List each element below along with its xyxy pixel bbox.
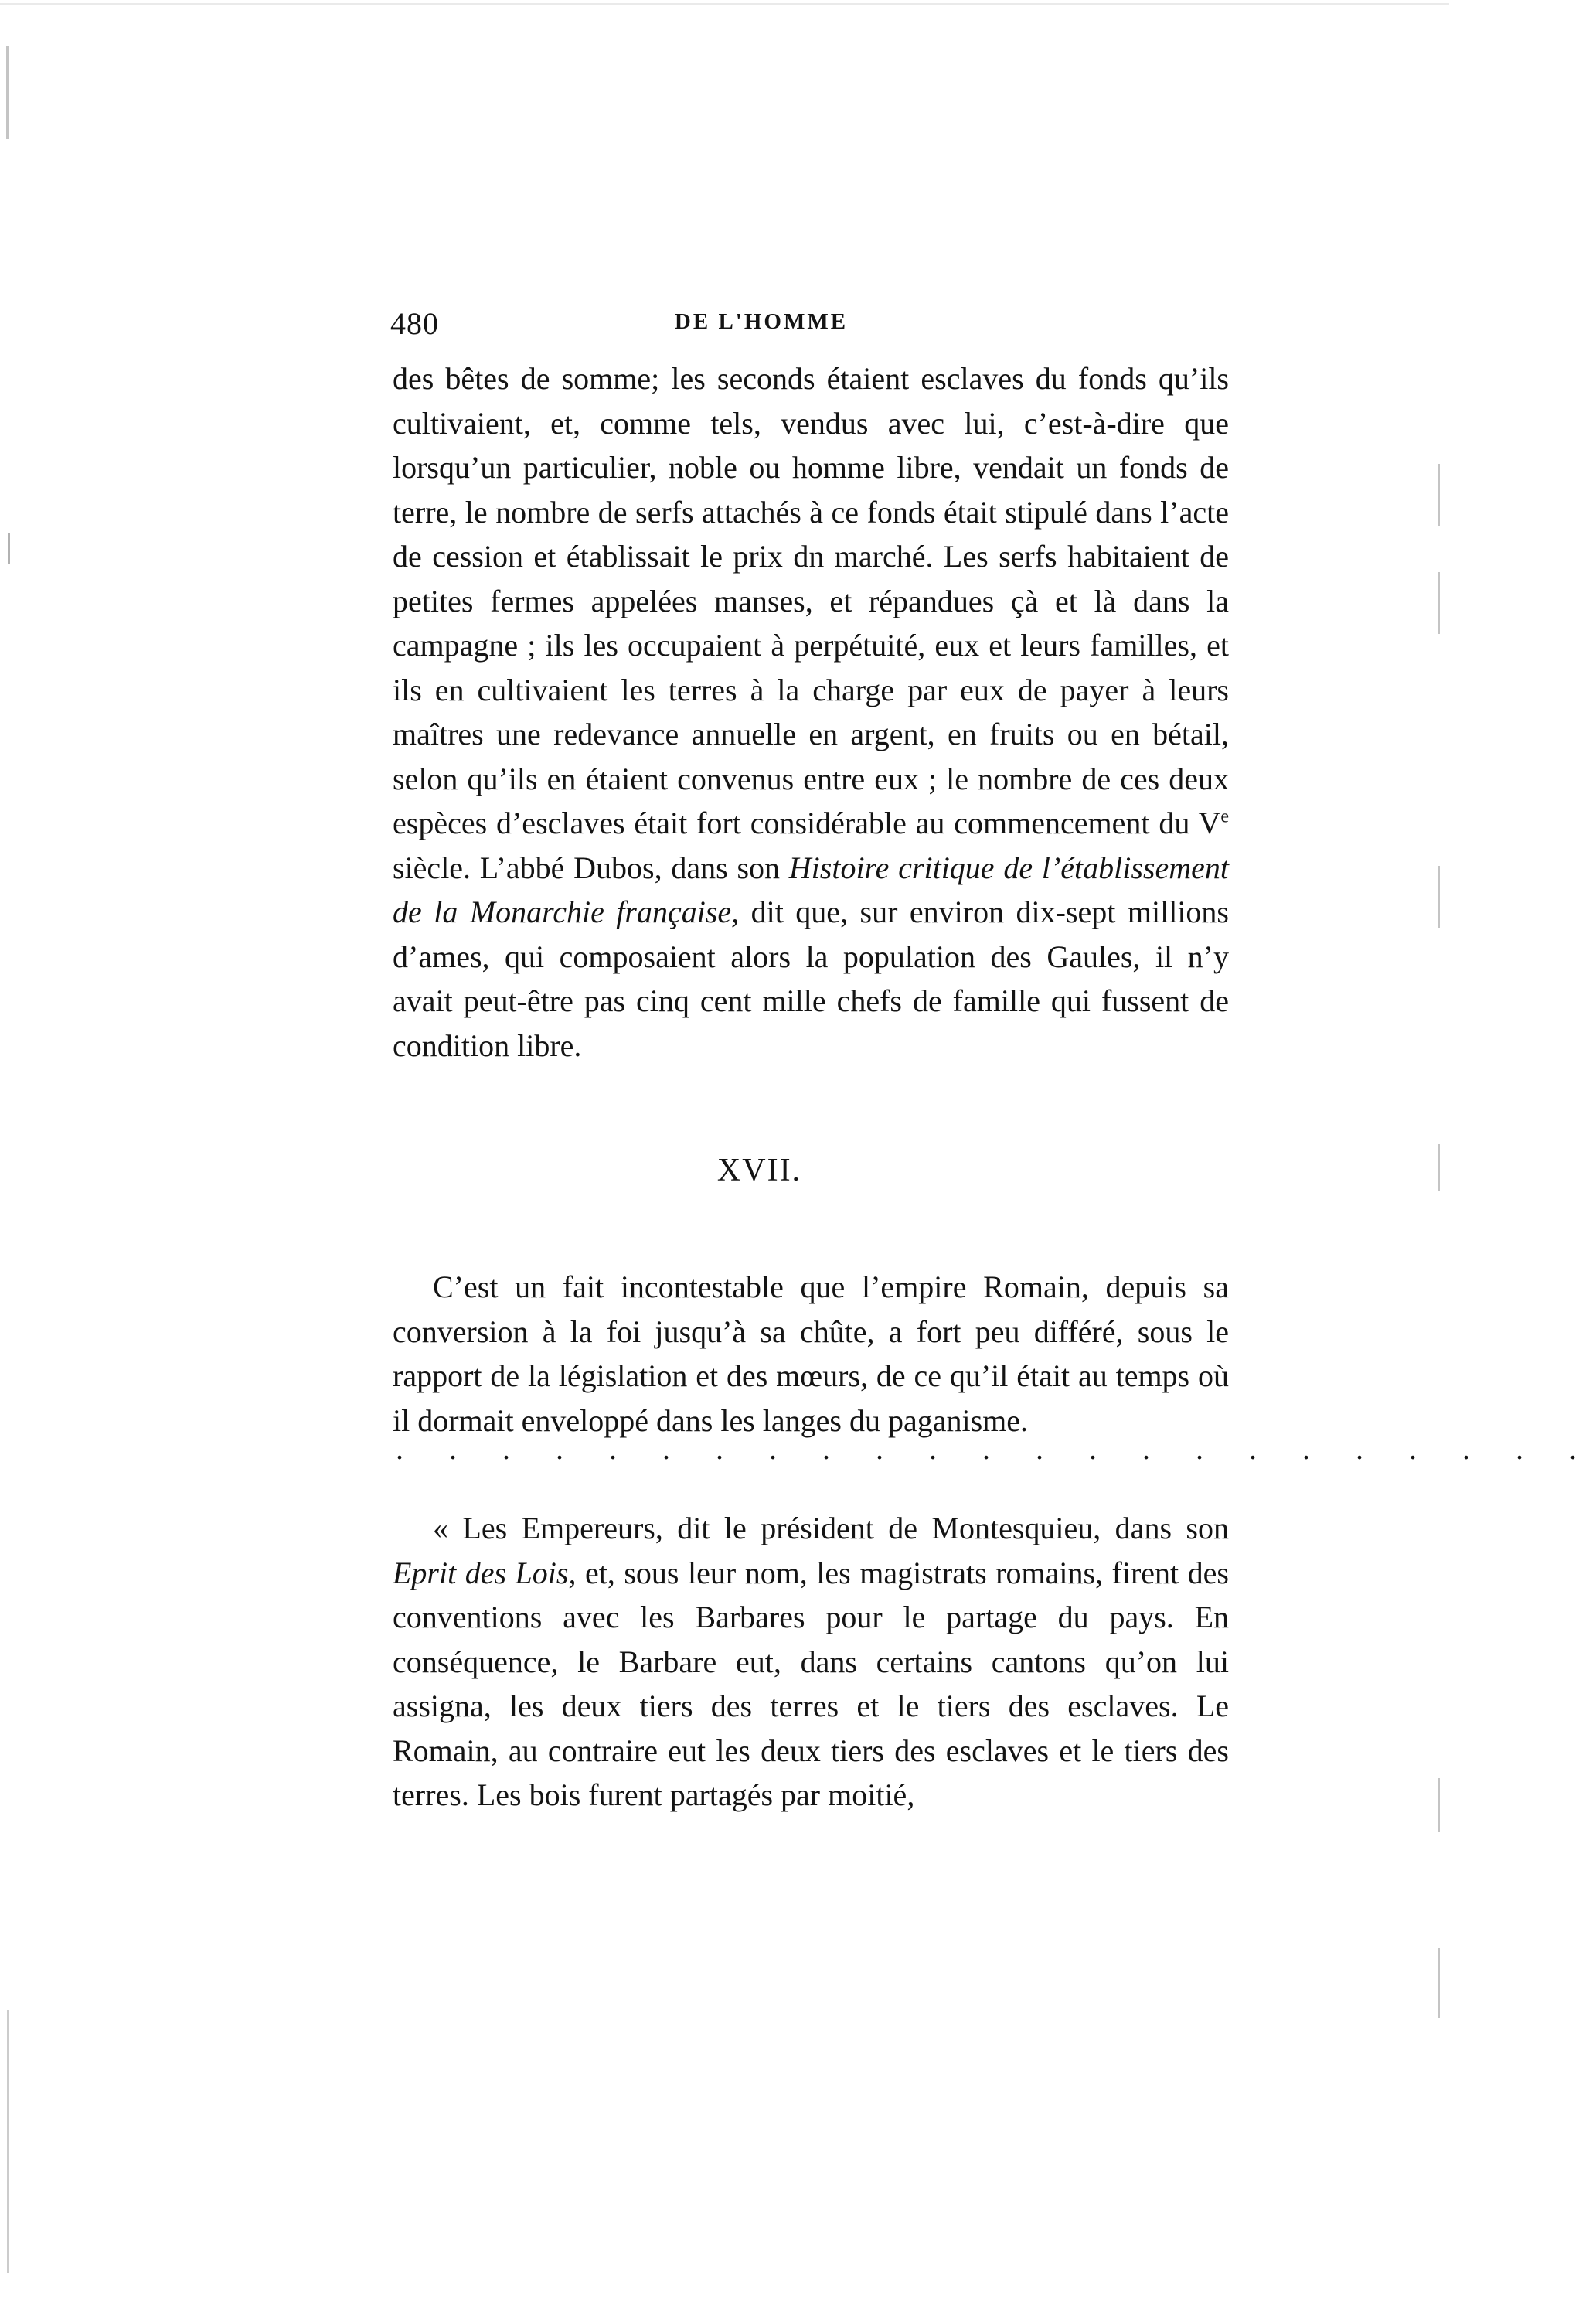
- scan-edge-mark: [1438, 1778, 1440, 1832]
- book-title-esprit-des-lois: Eprit des Lois,: [393, 1555, 577, 1590]
- book-title-histoire-critique: Histoire critique de l’établissement de la Monarchie française,: [393, 850, 1229, 929]
- paragraph-2: [393, 1265, 1229, 1443]
- paragraph-1-part-3: dit que, sur environ dix-sept millions d’ames, qui composaient alors la population des Gaules, il n’y avait peut-être pas cinq cent mille chefs de famille qui fussent de condition libre.: [393, 894, 1229, 1063]
- paragraph-1-text: [393, 356, 1229, 1068]
- scan-edge-mark: [1438, 866, 1440, 928]
- paragraph-1-part-1: des bêtes de somme; les seconds étaient esclaves du fonds qu’ils cultivaient, et, comme tels, vendus avec lui, c’est-à-dire que lorsqu’un particulier, noble ou homme libre, vendait un fonds de terre, le nombre de serfs attachés à ce fonds était stipulé dans l’acte de cession et établissait le prix dn marché. Les serfs habitaient de petites fermes appelées manses, et répandues çà et là dans la campagne ; ils les occupaient à perpétuité, eux et leurs familles, et ils en cultivaient les terres à la charge par eux de payer à leurs maîtres une redevance annuelle en argent, en fruits ou en bétail, selon qu’ils en étaient convenus entre eux ; le nombre de ces deux espèces d’esclaves était fort considérable au commencement du V: [393, 361, 1229, 840]
- page-number: 480: [390, 306, 439, 341]
- paragraph-3-part-2: et, sous leur nom, les magistrats romains, firent des conventions avec les Barbares pour le partage du pays. En conséquence, le Barbare eut, dans certains cantons qu’on lui assigna, les deux tiers des terres et le tiers des esclaves. Le Romain, au contraire eut les deux tiers des esclaves et le tiers des terres. Les bois furent partagés par moitié,: [393, 1555, 1229, 1812]
- paragraph-3-text: [393, 1506, 1229, 1818]
- paragraph-2-text: C’est un fait incontestable que l’empire Romain, depuis sa conversion à la foi jusqu’à sa chûte, a fort peu différé, sous le rapport de la législation et des mœurs, de ce qu’il était au temps où il dormait enveloppé dans les langes du paganisme.: [393, 1269, 1229, 1438]
- scan-edge-mark: [1438, 1948, 1440, 2018]
- ellipsis-row: . . . . . . . . . . . . . . . . . . . . . . .: [396, 1431, 1596, 1466]
- scan-edge-mark: [6, 46, 9, 139]
- paragraph-1-part-2: siècle. L’abbé Dubos, dans son: [393, 850, 789, 885]
- century-superscript: e: [1220, 806, 1229, 827]
- paragraph-3-part-1: « Les Empereurs, dit le président de Montesquieu, dans son: [433, 1511, 1229, 1545]
- scan-top-edge: [0, 3, 1449, 5]
- running-title: DE L'HOMME: [674, 309, 849, 334]
- section-heading: XVII.: [716, 1153, 802, 1188]
- scan-edge-mark: [8, 533, 10, 564]
- scan-edge-mark: [1438, 464, 1440, 526]
- paragraph-3: [393, 1506, 1229, 1818]
- paragraph-1: [393, 356, 1229, 1068]
- scan-edge-mark: [7, 2010, 9, 2273]
- scan-edge-mark: [1438, 572, 1440, 634]
